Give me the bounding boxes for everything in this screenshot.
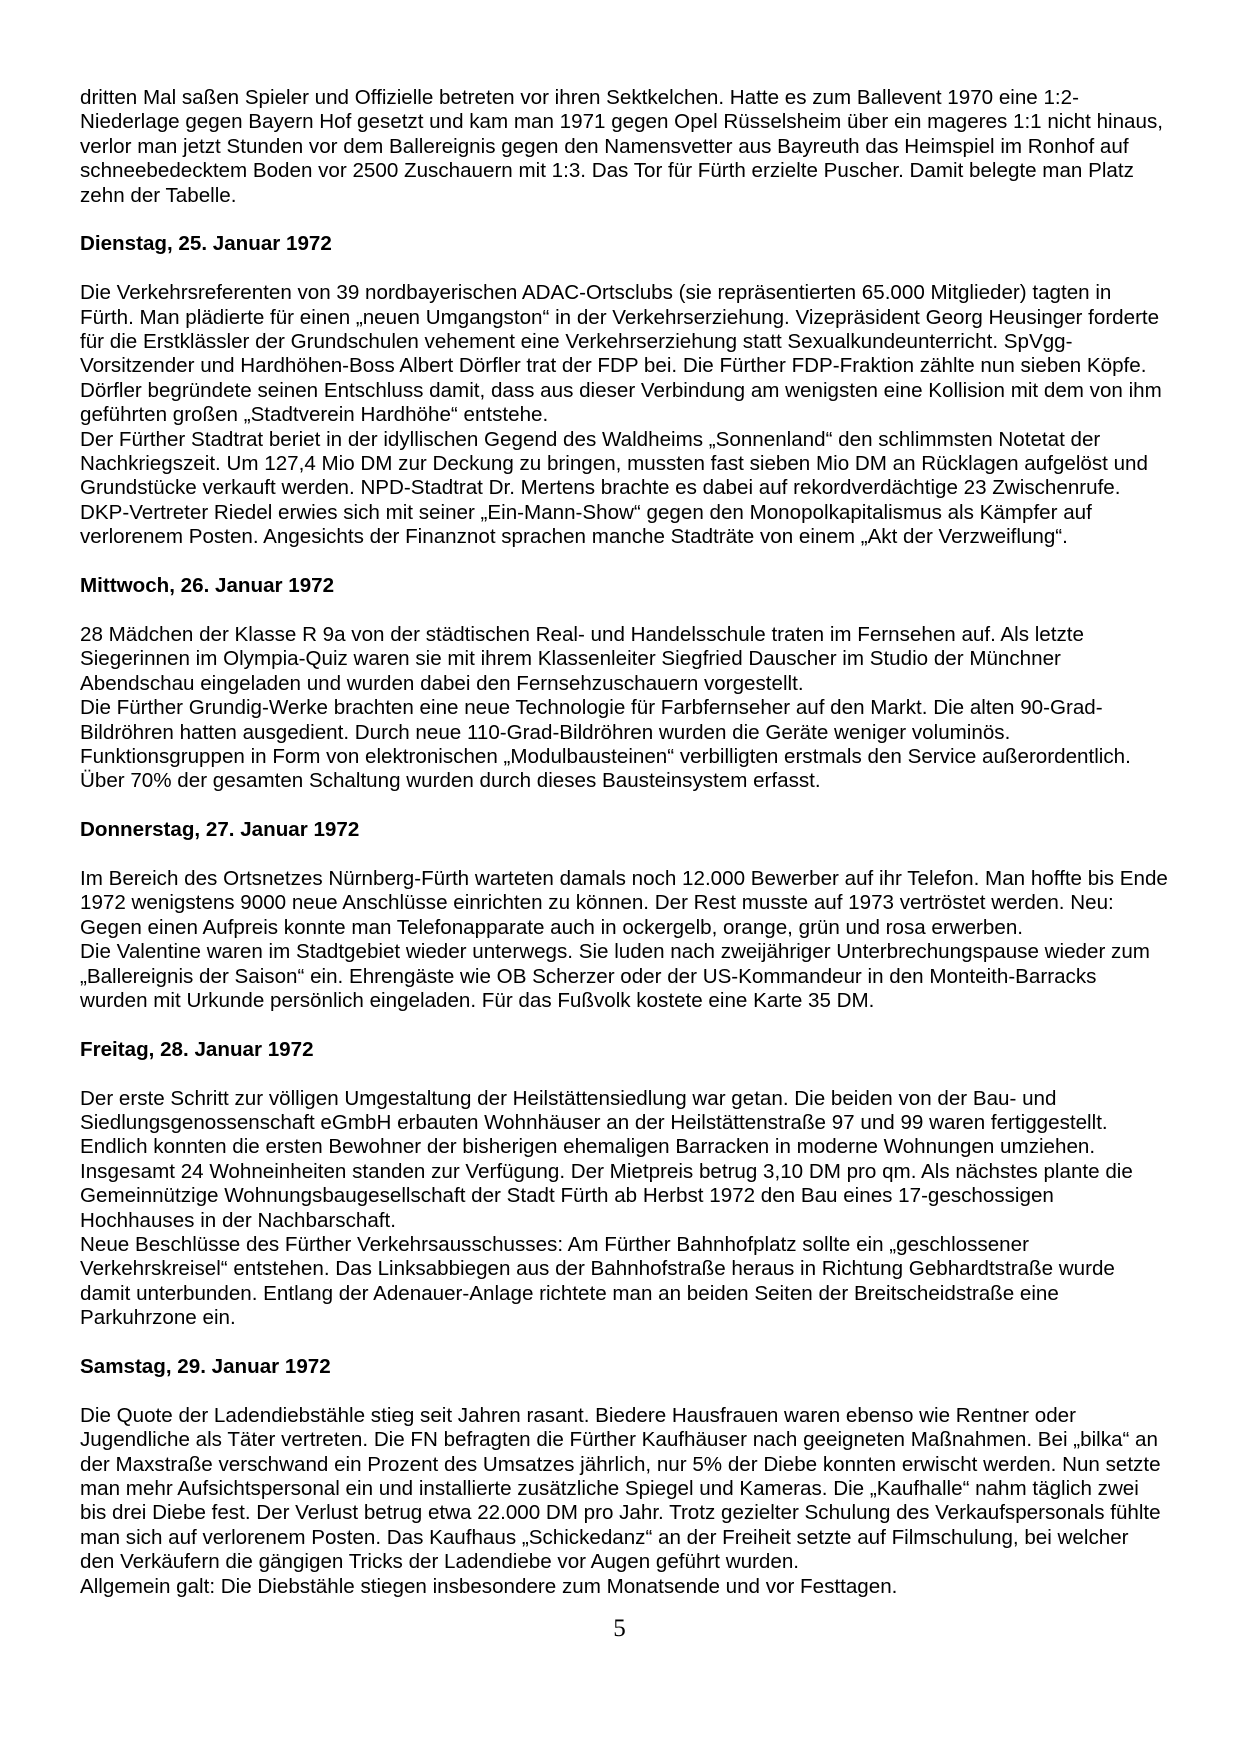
section-heading-samstag: Samstag, 29. Januar 1972: [80, 1354, 331, 1378]
paragraph: Die Fürther Grundig-Werke brachten eine neue Technologie für Farbfernseher auf den Markt. Die alten 90-Grad-Bildröhren hatten ausgedient. Durch neue 110-Grad-Bildröhren wurden die Geräte weniger voluminös. Funktionsgruppen in Form von elektronischen „Modulbausteinen“ verbilligten erstmals den Service außerordentlich. Über 70% der gesamten Schaltung wurden durch dieses Bausteinsystem erfasst.: [80, 696, 1131, 793]
section-heading-mittwoch: Mittwoch, 26. Januar 1972: [80, 574, 335, 598]
document-content: [80, 86, 1168, 1599]
section-heading-donnerstag: Donnerstag, 27. Januar 1972: [80, 818, 360, 842]
page-number: 5: [613, 1615, 626, 1642]
paragraph: Neue Beschlüsse des Fürther Verkehrsausschusses: Am Fürther Bahnhofplatz sollte ein „geschlossener Verkehrskreisel“ entstehen. Das Linksabbiegen aus der Bahnhofstraße heraus in Richtung Gebhardtstraße wurde damit unterbunden. Entlang der Adenauer-Anlage richtete man an beiden Seiten der Breitscheidstraße eine Parkuhrzone ein.: [80, 1232, 1115, 1330]
section-heading-freitag: Freitag, 28. Januar 1972: [80, 1037, 314, 1061]
paragraph: Der erste Schritt zur völligen Umgestaltung der Heilstättensiedlung war getan. Die beiden von der Bau- und Siedlungsgenossenschaft eGmbH erbauten Wohnhäuser an der Heilstättenstraße 97 und 99 waren fertiggestellt. Endlich konnten die ersten Bewohner der bisherigen ehemaligen Barracken in moderne Wohnungen umziehen. Insgesamt 24 Wohneinheiten standen zur Verfügung. Der Mietpreis betrug 3,10 DM pro qm. Als nächstes plante die Gemeinnützige Wohnungsbaugesellschaft der Stadt Fürth ab Herbst 1972 den Bau eines 17-geschossigen Hochhauses in der Nachbarschaft.: [80, 1086, 1133, 1232]
paragraph: Im Bereich des Ortsnetzes Nürnberg-Fürth warteten damals noch 12.000 Bewerber auf ihr Telefon. Man hoffte bis Ende 1972 wenigstens 9000 neue Anschlüsse einrichten zu können. Der Rest musste auf 1973 vertröstet werden. Neu: Gegen einen Aufpreis konnte man Telefonapparate auch in ockergelb, orange, grün und rosa erwerben.: [80, 866, 1168, 939]
intro-paragraph: dritten Mal saßen Spieler und Offizielle betreten vor ihren Sektkelchen. Hatte es zum Ballevent 1970 eine 1:2-Niederlage gegen Bayern Hof gesetzt und kam man 1971 gegen Opel Rüsselsheim über ein mageres 1:1 nicht hinaus, verlor man jetzt Stunden vor dem Ballereignis gegen den Namensvetter aus Bayreuth das Heimspiel im Ronhof auf schneebedecktem Boden vor 2500 Zuschauern mit 1:3. Das Tor für Fürth erzielte Puscher. Damit belegte man Platz zehn der Tabelle.: [80, 86, 1163, 207]
paragraph: Die Quote der Ladendiebstähle stieg seit Jahren rasant. Biedere Hausfrauen waren ebenso wie Rentner oder Jugendliche als Täter vertreten. Die FN befragten die Fürther Kaufhäuser nach geeigneten Maßnahmen. Bei „bilka“ an der Maxstraße verschwand ein Prozent des Umsatzes jährlich, nur 5% der Diebe konnten erwischt werden. Nun setzte man mehr Aufsichtspersonal ein und installierte zusätzliche Spiegel und Kameras. Die „Kaufhalle“ nahm täglich zwei bis drei Diebe fest. Der Verlust betrug etwa 22.000 DM pro Jahr. Trotz gezielter Schulung des Verkaufspersonals fühlte man sich auf verlorenem Posten. Das Kaufhaus „Schickedanz“ an der Freiheit setzte auf Filmschulung, bei welcher den Verkäufern die gängigen Tricks der Ladendiebe vor Augen geführt wurden.: [80, 1403, 1161, 1574]
paragraph: 28 Mädchen der Klasse R 9a von der städtischen Real- und Handelsschule traten im Fernsehen auf. Als letzte Siegerinnen im Olympia-Quiz waren sie mit ihrem Klassenleiter Siegfried Dauscher im Studio der Münchner Abendschau eingeladen und wurden dabei den Fernsehzuschauern vorgestellt.: [80, 622, 1084, 695]
paragraph: Allgemein galt: Die Diebstähle stiegen insbesondere zum Monatsende und vor Festtagen.: [80, 1574, 898, 1598]
paragraph: Der Fürther Stadtrat beriet in der idyllischen Gegend des Waldheims „Sonnenland“ den schlimmsten Notetat der Nachkriegszeit. Um 127,4 Mio DM zur Deckung zu bringen, mussten fast sieben Mio DM an Rücklagen aufgelöst und Grundstücke verkauft werden. NPD-Stadtrat Dr. Mertens brachte es dabei auf rekordverdächtige 23 Zwischenrufe. DKP-Vertreter Riedel erwies sich mit seiner „Ein-Mann-Show“ gegen den Monopolkapitalismus als Kämpfer auf verlorenem Posten. Angesichts der Finanznot sprachen manche Stadträte von einem „Akt der Verzweiflung“.: [80, 427, 1148, 549]
paragraph: Die Valentine waren im Stadtgebiet wieder unterwegs. Sie luden nach zweijähriger Unterbrechungspause wieder zum „Ballereignis der Saison“ ein. Ehrengäste wie OB Scherzer oder der US-Kommandeur in den Monteith-Barracks wurden mit Urkunde persönlich eingeladen. Für das Fußvolk kostete eine Karte 35 DM.: [80, 940, 1150, 1012]
section-heading-dienstag: Dienstag, 25. Januar 1972: [80, 232, 332, 256]
paragraph: Die Verkehrsreferenten von 39 nordbayerischen ADAC-Ortsclubs (sie repräsentierten 65.000 Mitglieder) tagten in Fürth. Man plädierte für einen „neuen Umgangston“ in der Verkehrserziehung. Vizepräsident Georg Heusinger forderte für die Erstklässler der Grundschulen vehement eine Verkehrserziehung statt Sexualkundeunterricht. SpVgg-Vorsitzender und Hardhöhen-Boss Albert Dörfler trat der FDP bei. Die Fürther FDP-Fraktion zählte nun sieben Köpfe. Dörfler begründete seinen Entschluss damit, dass aus dieser Verbindung am wenigsten eine Kollision mit dem von ihm geführten großen „Stadtverein Hardhöhe“ entstehe.: [80, 281, 1162, 427]
